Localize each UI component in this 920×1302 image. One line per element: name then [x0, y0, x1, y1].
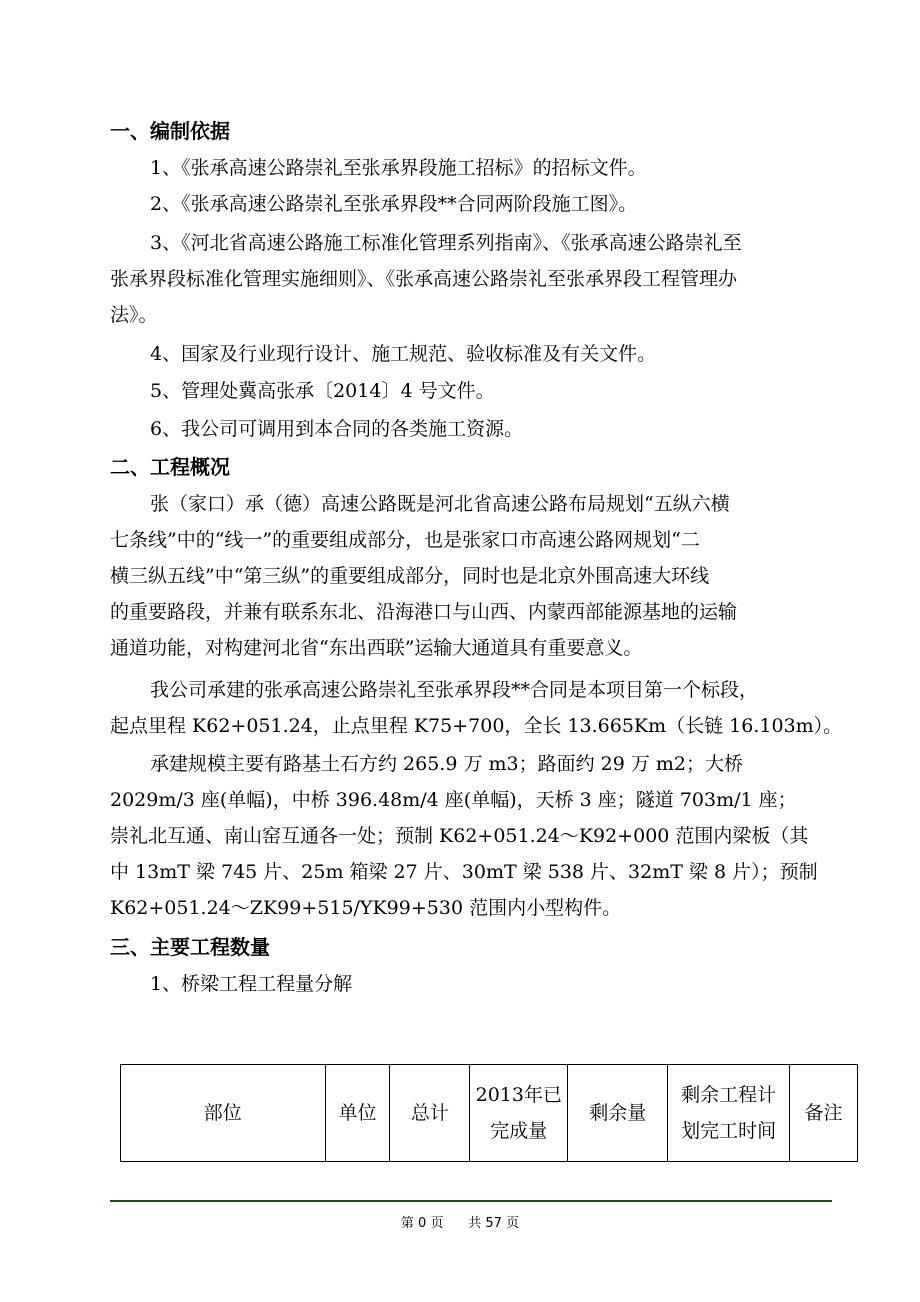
overview-p1-line-5: 通道功能，对构建河北省“东出西联”运输大通道具有重要意义。 [110, 637, 643, 659]
section-heading-basis: 一、编制依据 [110, 119, 230, 143]
header-cell-plan-completion [668, 1065, 790, 1162]
page-footer [0, 1214, 920, 1234]
basis-item-1-text: 1、《张承高速公路崇礼至张承界段施工招标》的招标文件。 [150, 157, 647, 179]
header-completed-line-1: 2013年已 [475, 1084, 562, 1106]
overview-p1-line-4: 的重要路段，并兼有联系东北、沿海港口与山西、内蒙西部能源基地的运输 [110, 601, 738, 623]
basis-item-2-text: 2、《张承高速公路崇礼至张承界段**合同两阶段施工图》。 [150, 193, 638, 215]
basis-item-3-line-1: 3、《河北省高速公路施工标准化管理系列指南》、《张承高速公路崇礼至 [150, 232, 742, 254]
basis-item-6-text: 6、我公司可调用到本合同的各类施工资源。 [150, 418, 524, 440]
section-heading-overview: 二、工程概况 [110, 455, 230, 479]
overview-paragraph-2 [110, 672, 843, 744]
overview-p1-line-3: 横三纵五线”中“第三纵”的重要组成部分，同时也是北京外围高速大环线 [110, 565, 710, 587]
basis-item-4-text: 4、国家及行业现行设计、施工规范、验收标准及有关文件。 [150, 343, 657, 365]
footer-divider [110, 1200, 832, 1202]
basis-item-3-line-2: 张承界段标准化管理实施细则》、《张承高速公路崇礼至张承界段工程管理办 [110, 268, 738, 290]
overview-p3-line-3: 崇礼北互通、南山窑互通各一处；预制 K62+051.24～K92+000 范围内梁板（其 [110, 825, 809, 847]
basis-item-3 [110, 225, 832, 333]
header-cell-unit: 单位 [325, 1065, 390, 1162]
page-total: 共 57 页 [468, 1216, 520, 1231]
overview-p3-line-5: K62+051.24～ZK99+515/YK99+530 范围内小型构件。 [110, 897, 622, 919]
header-cell-remarks: 备注 [790, 1065, 858, 1162]
overview-p3-line-2: 2029m/3 座(单幅)，中桥 396.48m/4 座(单幅)，天桥 3 座；隧道 703m/1 座； [110, 789, 797, 811]
table-header-row [121, 1065, 858, 1162]
quantities-item-1 [110, 966, 832, 1002]
header-plan-line-2: 划完工时间 [681, 1120, 777, 1142]
header-plan-line-1: 剩余工程计 [681, 1084, 777, 1106]
header-cell-remaining: 剩余量 [568, 1065, 668, 1162]
quantities-item-1-text: 1、桥梁工程工程量分解 [150, 973, 353, 995]
overview-p1-line-2: 七条线”中的“线一”的重要组成部分，也是张家口市高速公路网规划“二 [110, 529, 700, 551]
basis-item-5-text: 5、管理处冀高张承〔2014〕4 号文件。 [150, 380, 495, 402]
page-number: 第 0 页 [400, 1216, 444, 1231]
basis-item-4 [110, 336, 832, 372]
header-cell-total: 总计 [390, 1065, 470, 1162]
overview-paragraph-1 [110, 486, 832, 666]
basis-item-2 [110, 186, 832, 222]
overview-p2-line-1: 我公司承建的张承高速公路崇礼至张承界段**合同是本项目第一个标段， [150, 679, 759, 701]
overview-p3-line-1: 承建规模主要有路基土石方约 265.9 万 m3；路面约 29 万 m2；大桥 [150, 753, 744, 775]
basis-item-5 [110, 373, 832, 409]
basis-item-6 [110, 411, 832, 447]
basis-item-3-line-3: 法》。 [110, 304, 158, 326]
header-cell-completed-2013 [470, 1065, 568, 1162]
basis-item-1 [110, 150, 832, 186]
header-completed-line-2: 完成量 [490, 1120, 548, 1142]
overview-p2-line-2: 起点里程 K62+051.24，止点里程 K75+700，全长 13.665Km（长链 16.103m）。 [110, 715, 843, 737]
bridge-quantity-table [120, 1064, 858, 1162]
header-cell-part: 部位 [121, 1065, 326, 1162]
overview-p3-line-4: 中 13mT 梁 745 片、25m 箱梁 27 片、30mT 梁 538 片、32mT 梁 8 片）；预制 [110, 861, 818, 883]
overview-p1-line-1: 张（家口）承（德）高速公路既是河北省高速公路布局规划“五纵六横 [150, 493, 730, 515]
overview-paragraph-3 [110, 746, 832, 926]
section-heading-quantities: 三、主要工程数量 [110, 935, 270, 959]
